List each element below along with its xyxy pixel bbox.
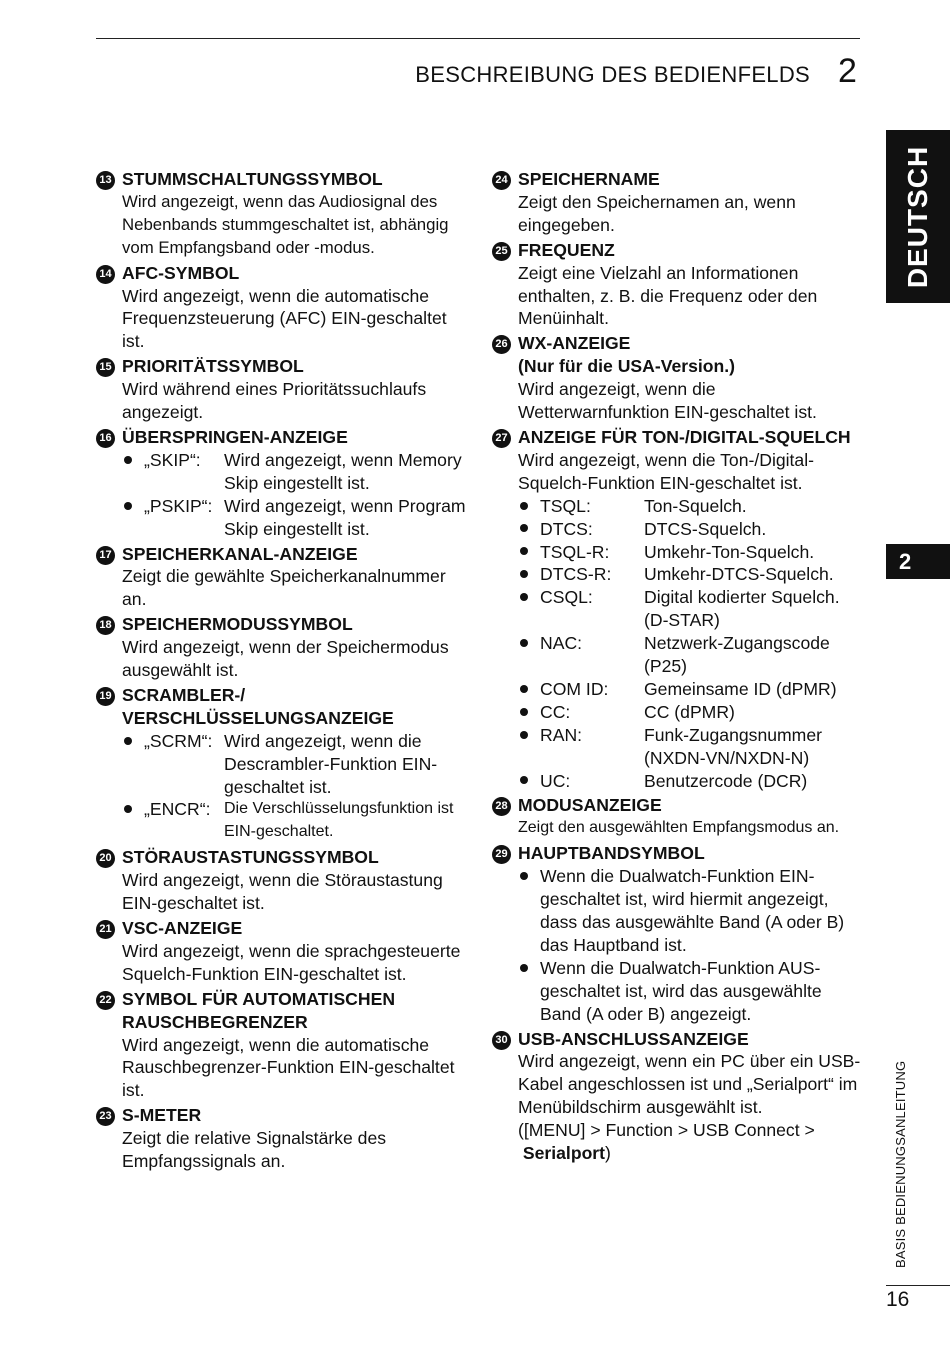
list-item: [518, 586, 864, 632]
item-number-badge: 23: [96, 1107, 115, 1126]
bullet-icon: [518, 678, 540, 701]
language-tab-label: DEUTSCH: [902, 145, 933, 288]
section-number: 2: [838, 52, 857, 90]
bullet-key: „ENCR“:: [144, 799, 211, 820]
bullet-value: Netzwerk-Zugangscode (P25): [644, 633, 830, 677]
item-27: [492, 426, 864, 793]
bullet-key: „SKIP“:: [144, 449, 201, 470]
item-body: Zeigt den Speichernamen an, wenn eingegeben.: [518, 191, 796, 235]
item-heading: ANZEIGE FÜR TON-/DIGITAL-SQUELCH: [518, 426, 851, 447]
item-body: Wird angezeigt, wenn ein PC über ein USB-Kabel angeschlossen ist und „Serialport“ im Menübildschirm ausgewählt ist.: [518, 1051, 861, 1118]
item-number-badge: 17: [96, 546, 115, 565]
bullet-value: Wenn die Dualwatch-Funktion EIN-geschaltet ist, wird hiermit angezeigt, dass das ausgewählte Band (A oder B) das Hauptband ist.: [540, 866, 845, 955]
item-number-badge: 27: [492, 429, 511, 448]
list-item: [518, 701, 864, 724]
item-heading: S-METER: [122, 1105, 202, 1126]
bullet-icon: [122, 730, 144, 799]
left-column: [96, 168, 468, 1175]
bullet-value: Wird angezeigt, wenn Program Skip eingestellt ist.: [224, 495, 466, 539]
bullet-icon: [518, 701, 540, 724]
item-heading: FREQUENZ: [518, 239, 615, 260]
bullet-key: „SCRM“:: [144, 730, 213, 751]
item-body: Wird während eines Prioritätssuchlaufs angezeigt.: [122, 379, 427, 423]
item-number-badge: 21: [96, 920, 115, 939]
list-item: [518, 678, 864, 701]
menu-path: [518, 1119, 864, 1165]
bullet-value: Gemeinsame ID (dPMR): [644, 678, 837, 699]
bullet-icon: [518, 632, 540, 678]
bullet-key: COM ID:: [540, 678, 609, 699]
list-item: [518, 541, 864, 564]
bullet-value: DTCS-Squelch.: [644, 518, 767, 539]
item-number-badge: 22: [96, 991, 115, 1010]
bullet-icon: [122, 798, 144, 844]
item-number-badge: 25: [492, 242, 511, 261]
bullet-key: RAN:: [540, 724, 583, 745]
language-tab: [886, 130, 950, 303]
item-18: [96, 613, 468, 682]
bullet-key: DTCS:: [540, 518, 593, 539]
menu-path-end: ): [605, 1143, 611, 1164]
item-body: Zeigt die relative Signalstärke des Empfangssignals an.: [122, 1128, 387, 1172]
bullet-value: Digital kodierter Squelch. (D-STAR): [644, 587, 840, 631]
item-heading: VSC-ANZEIGE: [122, 918, 243, 938]
item-26: [492, 332, 864, 424]
item-heading: USB-ANSCHLUSSANZEIGE: [518, 1028, 749, 1049]
bullet-value: Wenn die Dualwatch-Funktion AUS-geschaltet ist, wird das ausgewählte Band (A oder B) angezeigt.: [540, 957, 822, 1024]
list-item: [518, 957, 864, 1026]
item-heading: AFC-SYMBOL: [122, 262, 240, 283]
menu-path-prefix: ([MENU] > Function > USB Connect >: [518, 1120, 815, 1141]
item-heading: SPEICHERNAME: [518, 169, 660, 189]
item-number-badge: 16: [96, 429, 115, 448]
menu-path-target: Serialport: [522, 1143, 606, 1164]
list-item: [518, 518, 864, 541]
list-item: [518, 495, 864, 518]
list-item: [122, 730, 468, 799]
bullet-icon: [122, 495, 144, 541]
bullet-key: „PSKIP“:: [144, 495, 213, 516]
item-body: Zeigt eine Vielzahl an Informationen enthalten, z. B. die Frequenz oder den Menüinhalt.: [518, 262, 818, 329]
item-heading: WX-ANZEIGE: [518, 333, 631, 354]
item-number-badge: 13: [96, 171, 115, 190]
section-title: BESCHREIBUNG DES BEDIENFELDS: [415, 62, 810, 87]
page-number: 16: [886, 1288, 910, 1311]
bullet-key: CC:: [540, 701, 571, 722]
item-16: [96, 426, 468, 541]
item-number-badge: 30: [492, 1031, 511, 1050]
list-item: [122, 449, 468, 495]
list-item: [122, 495, 468, 541]
bullet-icon: [518, 586, 540, 632]
item-body: Wird angezeigt, wenn die automatische Frequenzsteuerung (AFC) EIN-geschaltet ist.: [122, 285, 447, 352]
list-item: [518, 865, 864, 957]
bullet-value: Wird angezeigt, wenn Memory Skip eingestellt ist.: [224, 449, 462, 493]
bullet-icon: [518, 495, 540, 518]
bullet-value: Umkehr-DTCS-Squelch.: [644, 564, 834, 585]
bullet-key: UC:: [540, 770, 571, 791]
item-28: [492, 794, 864, 840]
item-body: Wird angezeigt, wenn die sprachgesteuerte Squelch-Funktion EIN-geschaltet ist.: [122, 940, 461, 984]
item-number-badge: 29: [492, 845, 511, 864]
bullet-icon: [518, 541, 540, 564]
item-number-badge: 28: [492, 797, 511, 816]
item-number-badge: 20: [96, 849, 115, 868]
bullet-value: CC (dPMR): [644, 701, 735, 722]
bullet-icon: [518, 865, 540, 957]
bottom-rule: [886, 1285, 950, 1286]
bullet-key: CSQL:: [540, 587, 593, 608]
bullet-value: Umkehr-Ton-Squelch.: [644, 541, 815, 562]
item-heading: ÜBERSPRINGEN-ANZEIGE: [122, 426, 348, 447]
item-30: [492, 1028, 864, 1165]
item-17: [96, 543, 468, 612]
bullet-value: Benutzercode (DCR): [644, 770, 808, 791]
item-subheading: (Nur für die USA-Version.): [518, 356, 736, 377]
item-13: [96, 168, 468, 260]
item-number-badge: 15: [96, 358, 115, 377]
item-23: [96, 1104, 468, 1173]
bullet-value: Funk-Zugangsnummer (NXDN-VN/NXDN-N): [644, 724, 822, 768]
chapter-tab: 2: [886, 544, 950, 579]
item-body: Zeigt den ausgewählten Empfangsmodus an.: [518, 819, 840, 837]
item-25: [492, 239, 864, 331]
item-body: Wird angezeigt, wenn die Ton-/Digital-Squelch-Funktion EIN-geschaltet ist.: [518, 449, 814, 493]
bullet-value: Ton-Squelch.: [644, 495, 747, 516]
bullet-icon: [518, 724, 540, 770]
item-20: [96, 846, 468, 915]
item-24: [492, 168, 864, 237]
item-number-badge: 14: [96, 265, 115, 284]
item-body: Wird angezeigt, wenn das Audiosignal des Nebenbands stummgeschaltet ist, abhängig vom Empfangsband oder -modus.: [122, 191, 449, 257]
bullet-key: TSQL-R:: [540, 541, 610, 562]
bullet-value: Wird angezeigt, wenn die Descrambler-Funktion EIN-geschaltet ist.: [224, 730, 438, 797]
item-15: [96, 355, 468, 424]
list-item: [518, 770, 864, 793]
item-22: [96, 988, 468, 1103]
item-21: [96, 917, 468, 986]
item-heading: SYMBOL FÜR AUTOMATISCHEN RAUSCHBEGRENZER: [122, 988, 396, 1032]
item-heading: SPEICHERMODUSSYMBOL: [122, 614, 353, 635]
item-body: Wird angezeigt, wenn die Störaustastung EIN-geschaltet ist.: [122, 870, 443, 914]
item-14: [96, 262, 468, 354]
right-column: [492, 168, 864, 1167]
bullet-icon: [518, 957, 540, 1026]
item-number-badge: 18: [96, 616, 115, 635]
item-number-badge: 19: [96, 687, 115, 706]
item-heading: STÖRAUSTASTUNGSSYMBOL: [122, 847, 379, 868]
item-heading: PRIORITÄTSSYMBOL: [122, 356, 304, 377]
item-heading: HAUPTBANDSYMBOL: [518, 843, 705, 864]
item-19: [96, 684, 468, 844]
item-heading: SCRAMBLER-/ VERSCHLÜSSELUNGSANZEIGE: [122, 684, 394, 728]
item-heading: SPEICHERKANAL-ANZEIGE: [122, 543, 358, 564]
bullet-icon: [518, 770, 540, 793]
manual-label: BASIS BEDIENUNGSANLEITUNG: [893, 1060, 908, 1268]
bullet-key: NAC:: [540, 633, 583, 654]
item-body: Zeigt die gewählte Speicherkanalnummer an.: [122, 566, 446, 610]
bullet-key: TSQL:: [540, 495, 591, 516]
item-number-badge: 24: [492, 171, 511, 190]
item-29: [492, 842, 864, 1025]
bullet-key: DTCS-R:: [540, 564, 612, 585]
item-heading: STUMMSCHALTUNGSSYMBOL: [122, 169, 383, 189]
list-item: [122, 798, 468, 844]
item-body: Wird angezeigt, wenn die automatische Rauschbegrenzer-Funktion EIN-geschaltet ist.: [122, 1034, 455, 1101]
item-body: Wird angezeigt, wenn die Wetterwarnfunktion EIN-geschaltet ist.: [518, 379, 817, 423]
list-item: [518, 724, 864, 770]
list-item: [518, 632, 864, 678]
bullet-icon: [518, 518, 540, 541]
bullet-icon: [518, 563, 540, 586]
bullet-value: Die Verschlüsselungsfunktion ist EIN-geschaltet.: [224, 800, 454, 841]
item-number-badge: 26: [492, 335, 511, 354]
top-rule: [96, 38, 860, 39]
list-item: [518, 563, 864, 586]
item-body: Wird angezeigt, wenn der Speichermodus ausgewählt ist.: [122, 637, 449, 681]
bullet-icon: [122, 449, 144, 495]
item-heading: MODUSANZEIGE: [518, 795, 662, 816]
